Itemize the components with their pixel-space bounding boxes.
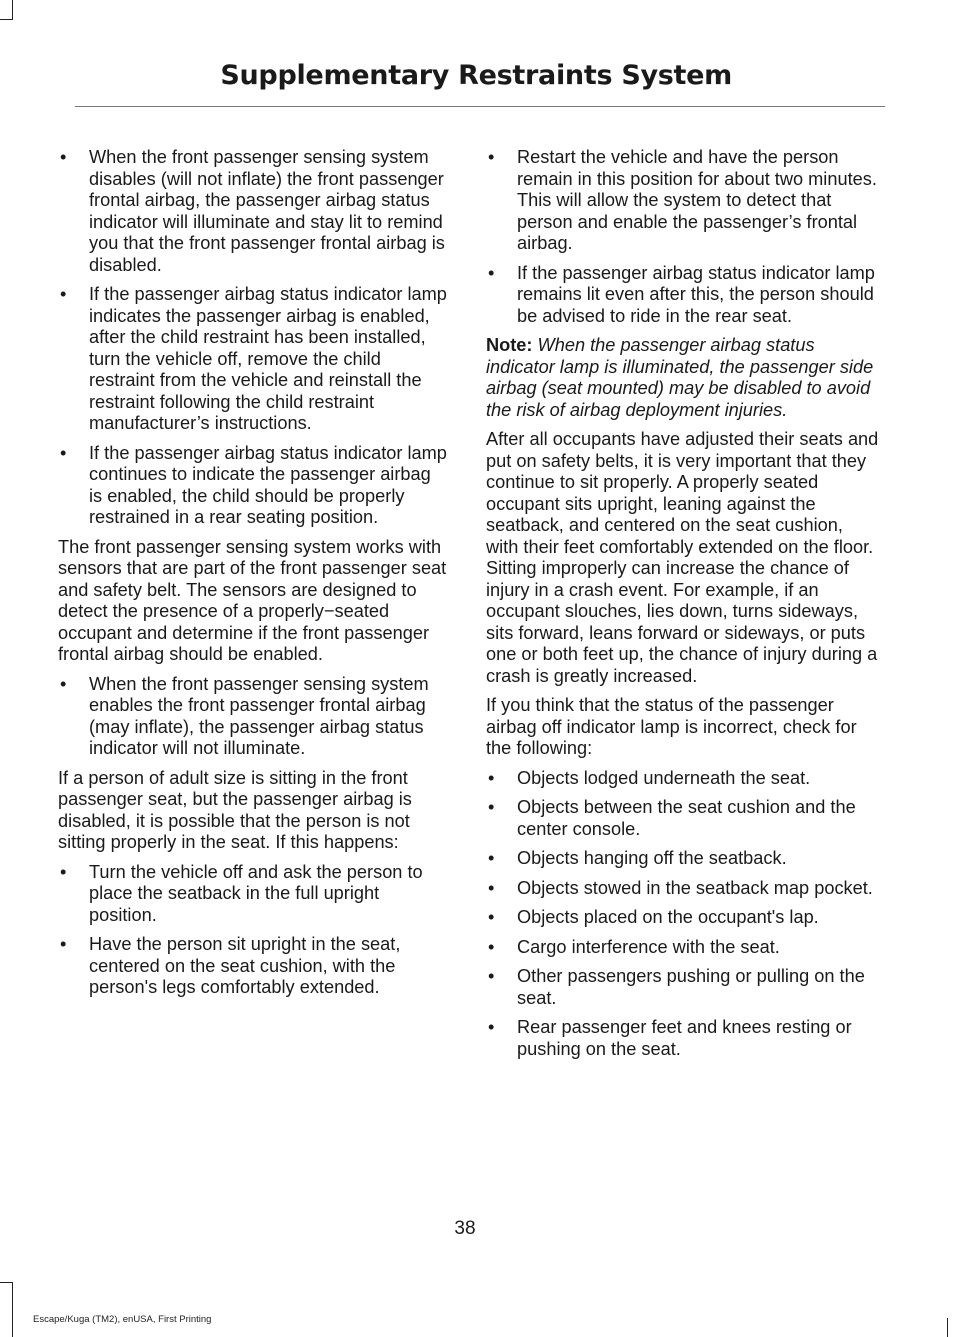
- bullet-item: • Objects lodged underneath the seat.: [486, 768, 880, 790]
- header-divider: [75, 106, 885, 107]
- crop-mark-top-left-horizontal: [0, 19, 13, 20]
- bullet-item: • Objects placed on the occupant's lap.: [486, 907, 880, 929]
- crop-mark-bottom-right-vertical: [947, 1318, 948, 1337]
- left-column: [58, 147, 447, 1007]
- body-paragraph: The front passenger sensing system works with sensors that are part of the front passenger seat and safety belt. The sensors are designed to detect the presence of a properly−seated occupant and determine if the front passenger frontal airbag should be enabled.: [58, 536, 447, 664]
- bullet-item: • When the front passenger sensing system enables the front passenger frontal airbag (may inflate), the passenger airbag status indicator will not illuminate.: [58, 674, 447, 760]
- note-paragraph: [486, 335, 880, 421]
- body-paragraph: After all occupants have adjusted their seats and put on safety belts, it is very important that they continue to sit properly. A properly seated occupant sits upright, leaning against the seatback, and centered on the seat cushion, with their feet comfortably extended on the floor. Sitting improperly can increase the chance of injury in a crash event. For example, if an occupant slouches, lies down, turns sideways, sits forward, leans forward or sideways, or puts one or both feet up, the chance of injury during a crash is greatly increased.: [486, 429, 879, 686]
- body-paragraph: If you think that the status of the passenger airbag off indicator lamp is incorrect, check for the following:: [486, 695, 857, 758]
- crop-mark-bottom-left-vertical: [12, 1282, 13, 1337]
- bullet-item: • Rear passenger feet and knees resting or pushing on the seat.: [486, 1017, 880, 1060]
- bullet-item: • Have the person sit upright in the seat, centered on the seat cushion, with the person's legs comfortably extended.: [58, 934, 447, 999]
- note-text: When the passenger airbag status indicator lamp is illuminated, the passenger side airbag (seat mounted) may be disabled to avoid the risk of airbag deployment injuries.: [486, 335, 874, 420]
- bullet-item: • If the passenger airbag status indicator lamp indicates the passenger airbag is enabled, after the child restraint has been installed, turn the vehicle off, remove the child restraint from the vehicle and reinstall the restraint following the child restraint manufacturer’s instructions.: [58, 284, 447, 435]
- bullet-item: • Cargo interference with the seat.: [486, 937, 880, 959]
- crop-mark-top-left-vertical: [12, 0, 13, 20]
- bullet-item: • Restart the vehicle and have the person remain in this position for about two minutes. This will allow the system to detect that person and enable the passenger’s frontal airbag.: [486, 147, 880, 255]
- page-number: 38: [454, 1218, 476, 1239]
- right-column: [486, 147, 880, 1068]
- body-paragraph: If a person of adult size is sitting in the front passenger seat, but the passenger airbag is disabled, it is possible that the person is not sitting properly in the seat. If this happens:: [58, 767, 412, 852]
- bullet-item: • When the front passenger sensing system disables (will not inflate) the front passenger frontal airbag, the passenger airbag status indicator will illuminate and stay lit to remind you that the front passenger frontal airbag is disabled.: [58, 147, 447, 276]
- edition-footer: Escape/Kuga (TM2), enUSA, First Printing: [33, 1314, 212, 1325]
- note-label: Note:: [486, 335, 533, 355]
- page-title: Supplementary Restraints System: [220, 60, 732, 91]
- bullet-item: • Objects hanging off the seatback.: [486, 848, 880, 870]
- crop-mark-bottom-left-horizontal: [0, 1282, 13, 1283]
- bullet-item: • Turn the vehicle off and ask the person to place the seatback in the full upright position.: [58, 862, 447, 927]
- bullet-item: • If the passenger airbag status indicator lamp remains lit even after this, the person should be advised to ride in the rear seat.: [486, 263, 880, 328]
- bullet-item: • Other passengers pushing or pulling on the seat.: [486, 966, 880, 1009]
- bullet-item: • Objects stowed in the seatback map pocket.: [486, 878, 880, 900]
- bullet-item: • If the passenger airbag status indicator lamp continues to indicate the passenger airbag is enabled, the child should be properly restrained in a rear seating position.: [58, 443, 447, 529]
- bullet-item: • Objects between the seat cushion and the center console.: [486, 797, 880, 840]
